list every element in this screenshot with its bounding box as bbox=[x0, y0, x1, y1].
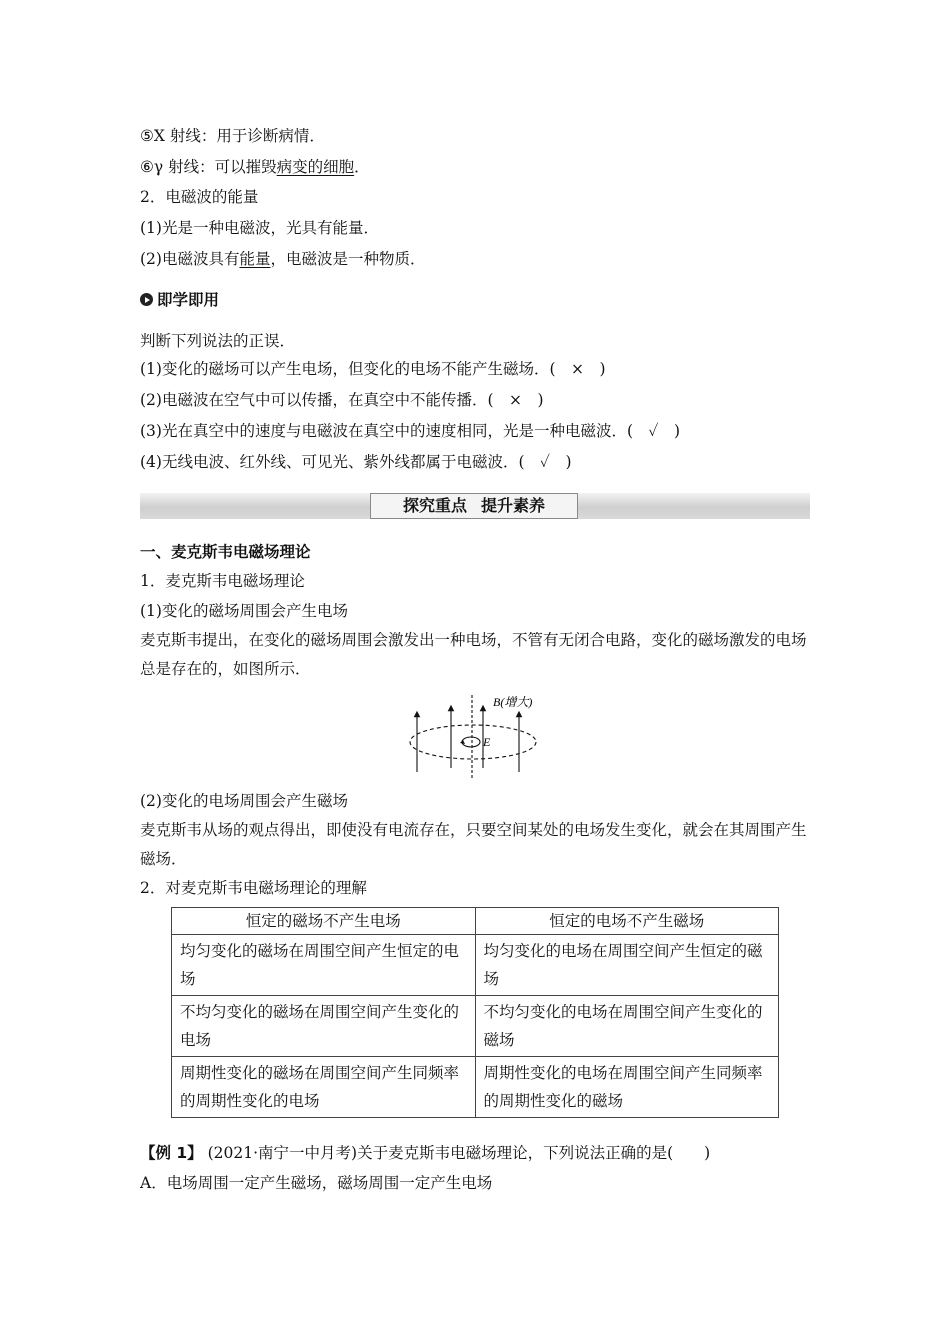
figure-b-label: B(增大) bbox=[493, 695, 533, 709]
apply-item-4: (4)无线电波、红外线、可见光、紫外线都属于电磁波．( ✓ ) bbox=[140, 453, 572, 471]
section-banner-box bbox=[370, 493, 578, 519]
example-option-a: A．电场周围一定产生磁场，磁场周围一定产生电场 bbox=[140, 1174, 493, 1192]
example-text: 关于麦克斯韦电磁场理论，下列说法正确的是( ) bbox=[357, 1144, 711, 1162]
item-xray: ⑤X 射线：用于诊断病情． bbox=[140, 127, 325, 145]
sub-heading-2: 2．对麦克斯韦电磁场理论的理解 bbox=[140, 879, 367, 897]
banner-left: 探究重点 bbox=[402, 496, 467, 515]
figure-e-label: E bbox=[483, 735, 491, 749]
table-cell: 不均匀变化的电场在周围空间产生变化的磁场 bbox=[475, 996, 779, 1057]
paragraph-2: 麦克斯韦从场的观点得出，即使没有电流存在，只要空间某处的电场发生变化，就会在其周围产生磁场． bbox=[140, 821, 807, 868]
table-row bbox=[172, 935, 779, 996]
table-header-cell: 恒定的电场不产生磁场 bbox=[475, 908, 779, 935]
section-title: 一、麦克斯韦电磁场理论 bbox=[140, 543, 311, 561]
paragraph-1: 麦克斯韦提出，在变化的磁场周围会激发出一种电场，不管有无闭合电路，变化的磁场激发的电场总是存在的，如图所示． bbox=[140, 631, 807, 678]
table-row bbox=[172, 996, 779, 1057]
table-cell: 周期性变化的磁场在周围空间产生同频率的周期性变化的电场 bbox=[172, 1057, 476, 1118]
comparison-table bbox=[171, 907, 779, 1118]
example-line bbox=[140, 1142, 710, 1164]
sub-heading-1: 1．麦克斯韦电磁场理论 bbox=[140, 572, 305, 590]
table-cell: 均匀变化的电场在周围空间产生恒定的磁场 bbox=[475, 935, 779, 996]
example-source: (2021·南宁一中月考) bbox=[207, 1144, 358, 1162]
table-cell: 均匀变化的磁场在周围空间产生恒定的电场 bbox=[172, 935, 476, 996]
item-gamma bbox=[140, 156, 370, 178]
apply-title-text: 即学即用 bbox=[157, 291, 220, 309]
energy-item-2-underlined: 能量 bbox=[239, 250, 271, 268]
apply-item-2: (2)电磁波在空气中可以传播，在真空中不能传播．( × ) bbox=[140, 391, 544, 409]
apply-title bbox=[140, 289, 219, 311]
energy-item-1: (1)光是一种电磁波，光具有能量． bbox=[140, 219, 379, 237]
table-cell: 周期性变化的电场在周围空间产生同频率的周期性变化的磁场 bbox=[475, 1057, 779, 1118]
energy-item-2-pre: (2)电磁波具有 bbox=[140, 250, 240, 268]
table-row bbox=[172, 1057, 779, 1118]
apply-prompt: 判断下列说法的正误． bbox=[140, 332, 296, 350]
sub-heading-1b: (2)变化的电场周围会产生磁场 bbox=[140, 792, 348, 810]
example-tag: 【例 1】 bbox=[140, 1144, 203, 1162]
sub-heading-1a: (1)变化的磁场周围会产生电场 bbox=[140, 602, 348, 620]
section-banner bbox=[140, 493, 810, 519]
play-circle-icon bbox=[140, 293, 153, 306]
banner-right: 提升素养 bbox=[481, 496, 546, 515]
item-gamma-underlined: 病变的细胞 bbox=[276, 158, 355, 176]
item-gamma-end: ． bbox=[354, 158, 370, 176]
item-gamma-text: ⑥γ 射线：可以摧毁 bbox=[140, 158, 277, 176]
table-header-cell: 恒定的磁场不产生电场 bbox=[172, 908, 476, 935]
table-cell: 不均匀变化的磁场在周围空间产生变化的电场 bbox=[172, 996, 476, 1057]
field-diagram bbox=[403, 690, 553, 780]
energy-heading: 2．电磁波的能量 bbox=[140, 188, 259, 206]
apply-item-3: (3)光在真空中的速度与电磁波在真空中的速度相同，光是一种电磁波．( ✓ ) bbox=[140, 422, 681, 440]
energy-item-2-post: ，电磁波是一种物质． bbox=[270, 250, 426, 268]
energy-item-2 bbox=[140, 248, 426, 270]
apply-item-1: (1)变化的磁场可以产生电场，但变化的电场不能产生磁场．( × ) bbox=[140, 360, 606, 378]
table-header-row bbox=[172, 908, 779, 935]
